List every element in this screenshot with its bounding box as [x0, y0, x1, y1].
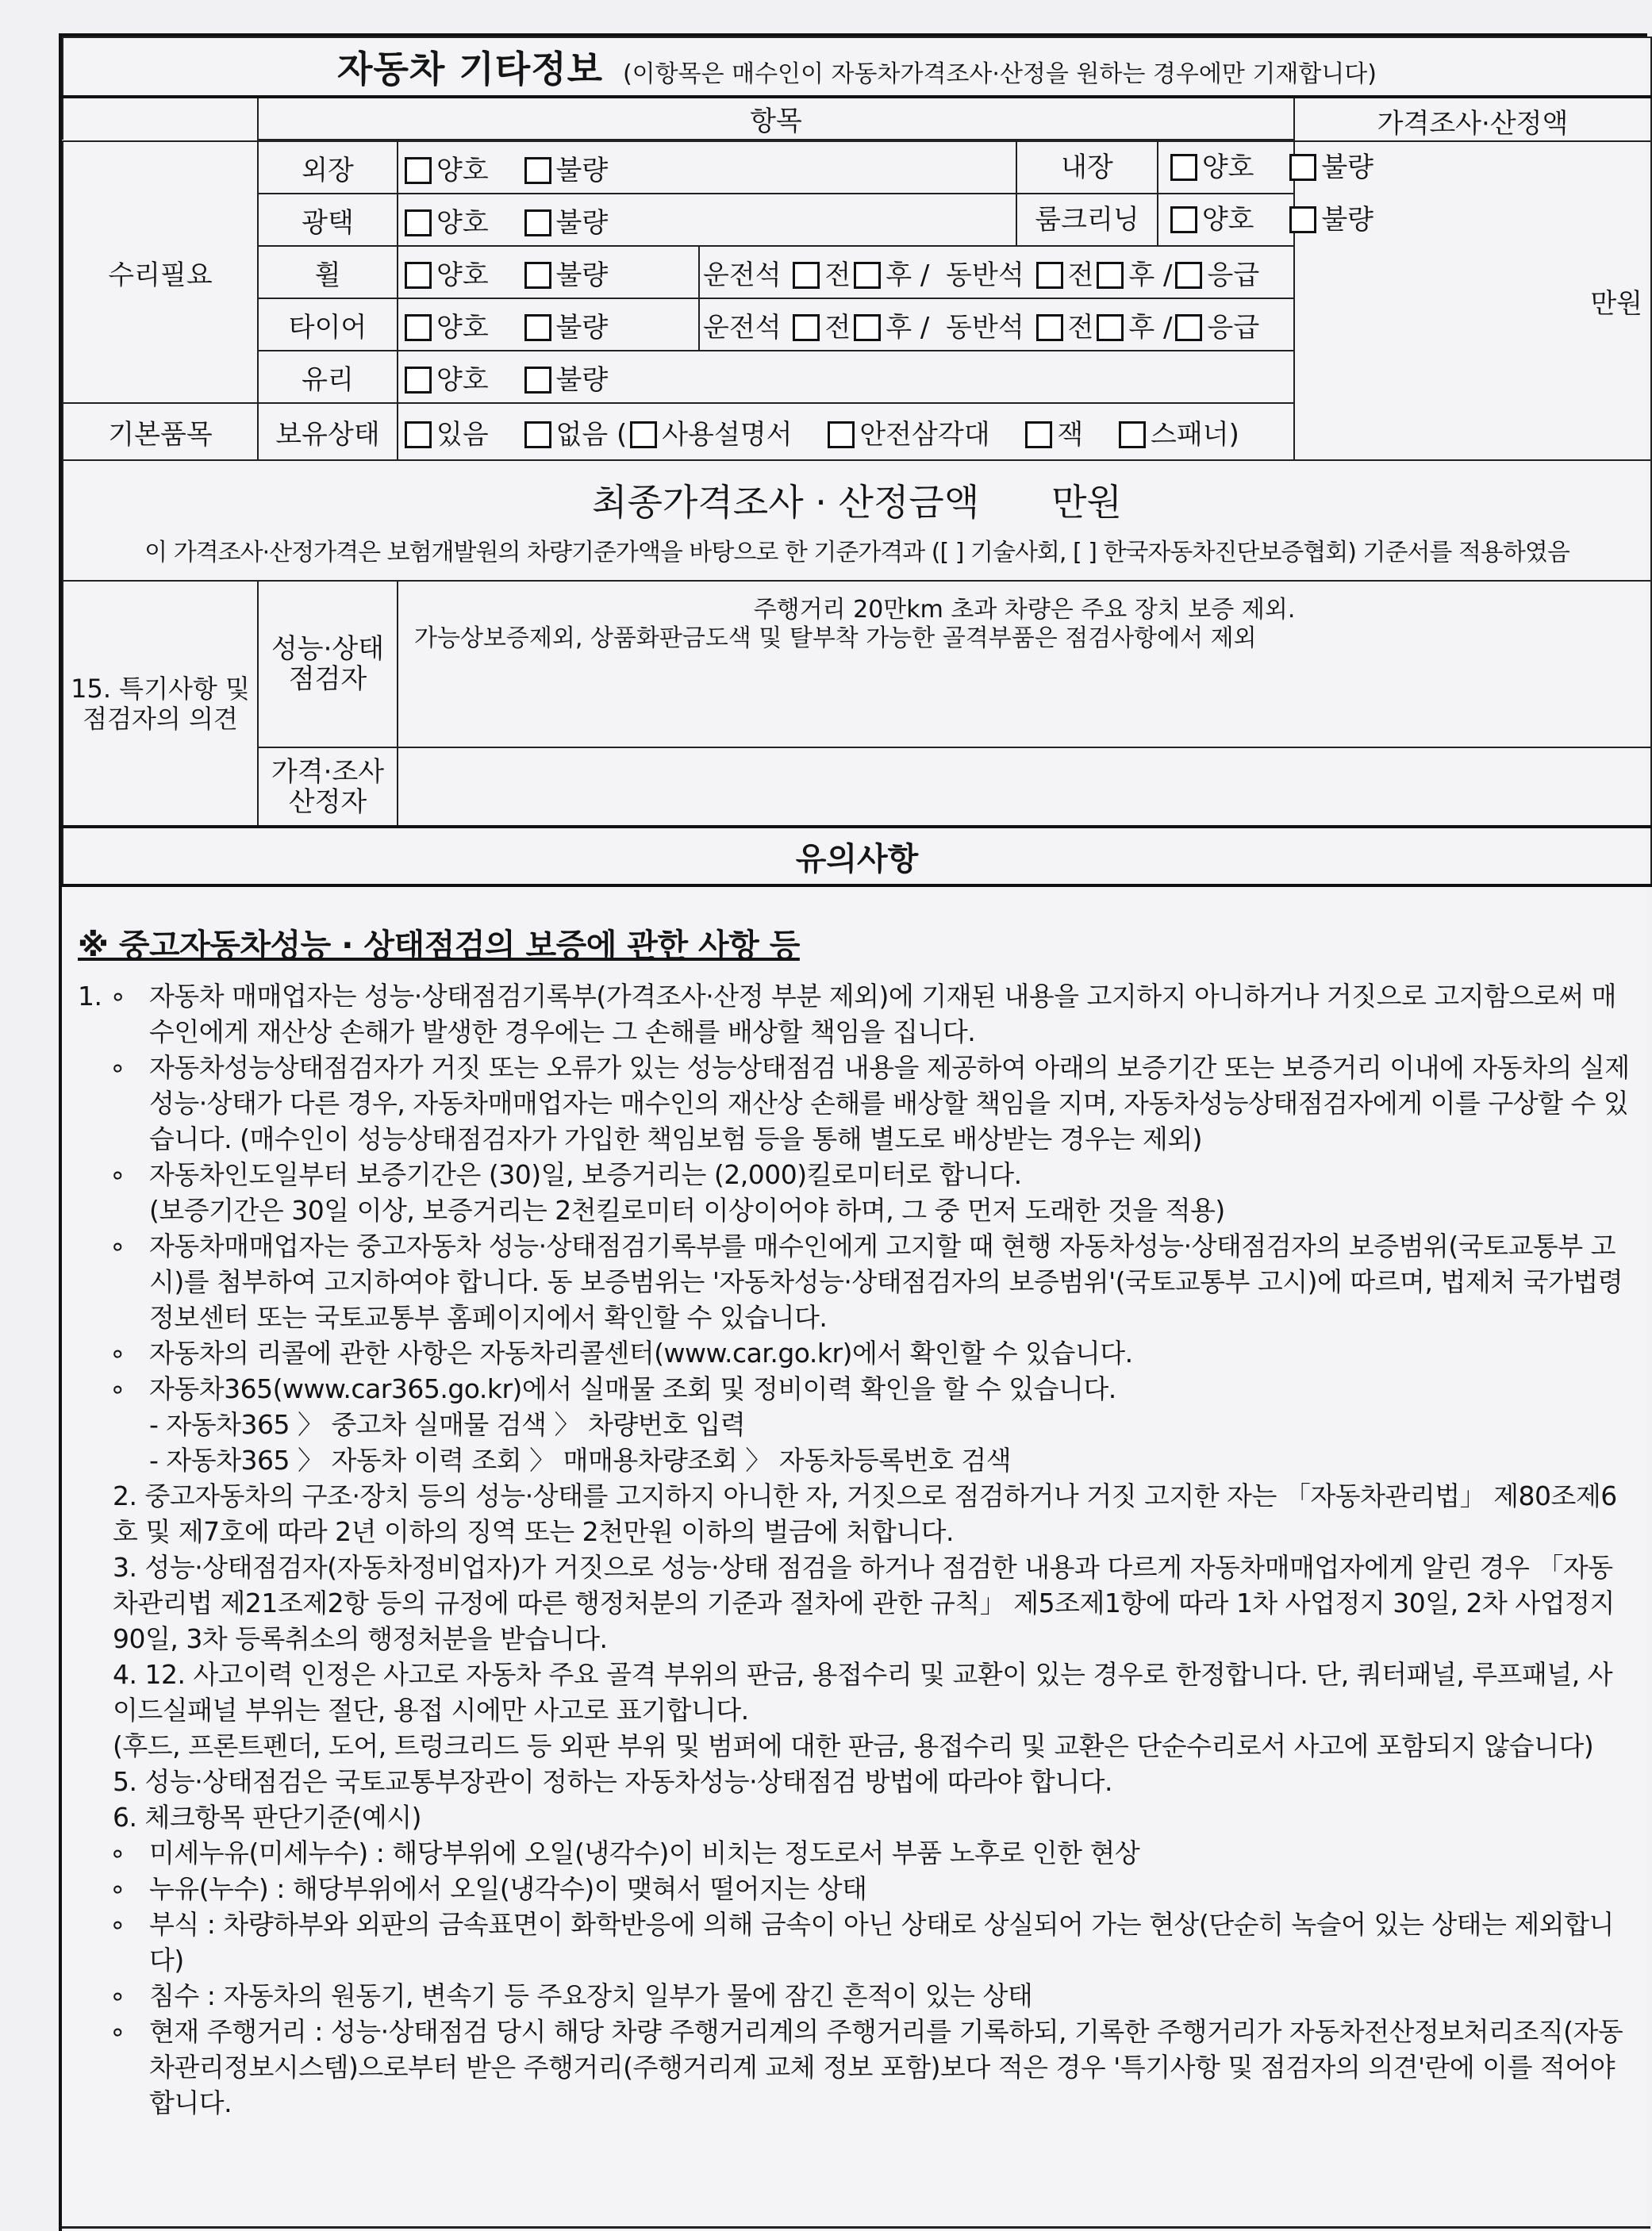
checkbox[interactable]	[1036, 262, 1063, 289]
checkbox[interactable]	[630, 421, 657, 448]
notice-item: ∘ 부식 : 차량하부와 외판의 금속표면이 화학반응에 의해 금속이 아닌 상태로 상실되어 가는 현상(단순히 녹슬어 있는 상태는 제외합니다)	[109, 1909, 1614, 1976]
repair-row-label: 타이어	[258, 298, 398, 351]
repair-options: 양호 불량	[398, 141, 1016, 194]
checkbox[interactable]	[1119, 421, 1146, 448]
notice-item: ∘ 자동차성능상태점검자가 거짓 또는 오류가 있는 성능상태점검 내용을 제공하여 아래의 보증기간 또는 보증거리 이내에 자동차의 실제 성능·상태가 다른 경우, 자동차매매업자는 매수인의 재산상 손해를 배상할 책임을 지며, 자동차성능상태점검자에게 이를 구상할 수 있습니다. (매수인이 성능상태점검자가 가입한 책임보험 등을 통해 별도로 배상받는 경우는 제외)	[109, 1052, 1630, 1154]
notice-subitem: - 자동차365 〉 자동차 이력 조회 〉 매매용차량조회 〉 자동차등록번호 검색	[149, 1445, 1012, 1476]
final-price-row	[63, 460, 1651, 581]
assessor-label: 가격·조사 산정자	[258, 747, 398, 827]
checkbox[interactable]	[1036, 314, 1063, 341]
repair-options: 양호 불량	[398, 298, 699, 351]
checkbox[interactable]	[524, 421, 551, 448]
basic-items-label: 기본품목	[63, 403, 258, 460]
repair-options: 양호 불량	[398, 194, 1016, 246]
repair-row-label: 광택	[258, 194, 398, 246]
inspection-form-sheet	[59, 33, 1647, 2231]
special-notes-label: 15. 특기사항 및 점검자의 의견	[63, 581, 258, 827]
notice-item: 6. 체크항목 판단기준(예시)	[113, 1802, 421, 1833]
checkbox[interactable]	[793, 314, 820, 341]
inspector-opinion[interactable]: 주행거리 20만km 초과 차량은 주요 장치 보증 제외. 가능상보증제외, 상품화판금도색 및 탈부착 가능한 골격부품은 점검사항에서 제외	[398, 581, 1651, 747]
notice-item: ∘ 미세누유(미세누수) : 해당부위에 오일(냉각수)이 비치는 정도로서 부품 노후로 인한 현상	[109, 1837, 1140, 1868]
notice-item: ∘ 침수 : 자동차의 원동기, 변속기 등 주요장치 일부가 물에 잠긴 흔적이 있는 상태	[109, 1980, 1033, 2011]
checkbox[interactable]	[1170, 206, 1197, 233]
repair-options: 양호 불량	[398, 351, 1294, 403]
checkbox[interactable]	[1175, 262, 1202, 289]
notice-item: 2. 중고자동차의 구조·장치 등의 성능·상태를 고지하지 아니한 자, 거짓으로 점검하거나 거짓 고지한 자는 「자동차관리법」 제80조제6호 및 제7호에 따라 2년 이하의 징역 또는 2천만원 이하의 벌금에 처합니다.	[113, 1480, 1617, 1547]
notice-item: ∘ 누유(누수) : 해당부위에서 오일(냉각수)이 맺혀서 떨어지는 상태	[109, 1873, 867, 1904]
checkbox[interactable]	[524, 314, 551, 341]
notice-item: 5. 성능·상태점검은 국토교통부장관이 정하는 자동차성능·상태점검 방법에 따라야 합니다.	[113, 1766, 1112, 1797]
assessor-opinion[interactable]	[398, 747, 1651, 827]
checkbox[interactable]	[1025, 421, 1052, 448]
notice-item: ∘ 자동차매매업자는 중고자동차 성능·상태점검기록부를 매수인에게 고지할 때 현행 자동차성능·상태점검자의 보증범위(국토교통부 고시)를 첨부하여 고지하여야 합니다. 동 보증범위는 '자동차성능·상태점검자의 보증범위'(국토교통부 고시)에 따르며, 법제처 국가법령정보센터 또는 국토교통부 홈페이지에서 확인할 수 있습니다.	[109, 1231, 1623, 1333]
basic-items-sub: 보유상태	[258, 403, 398, 460]
checkbox[interactable]	[524, 157, 551, 184]
final-price-label: 최종가격조사 · 산정금액	[592, 481, 980, 524]
notice-item: 4. 12. 사고이력 인정은 사고로 자동차 주요 골격 부위의 판금, 용접수리 및 교환이 있는 경우로 한정합니다. 단, 쿼터패널, 루프패널, 사이드실패널 부위는 절단, 용접 시에만 사고로 표기합니다. (후드, 프론트펜더, 도어, 트렁크리드 등 외판 부위 및 범퍼에 대한 판금, 용접수리 및 교환은 단순수리로서 사고에 포함되지 않습니다)	[113, 1659, 1613, 1761]
checkbox[interactable]	[405, 157, 432, 184]
checkbox[interactable]	[1170, 154, 1197, 181]
checkbox[interactable]	[854, 314, 881, 341]
checkbox[interactable]	[1175, 314, 1202, 341]
checkbox[interactable]	[1289, 154, 1316, 181]
item-column-header: 항목	[258, 97, 1294, 140]
checkbox[interactable]	[1097, 314, 1124, 341]
repair-label: 수리필요	[63, 141, 258, 403]
checkbox[interactable]	[405, 367, 432, 394]
vehicle-other-info-table	[62, 36, 1652, 887]
seat-options: 운전석 전 후 / 동반석 전 후 / 응급	[699, 298, 1294, 351]
checkbox[interactable]	[405, 262, 432, 289]
price-unit: 만원	[1294, 141, 1651, 460]
checkbox[interactable]	[524, 262, 551, 289]
notice-section-heading: ※ 중고자동차성능 · 상태점검의 보증에 관한 사항 등	[78, 927, 800, 964]
final-price-note: 이 가격조사·산정가격은 보험개발원의 차량기준가액을 바탕으로 한 기준가격과 ([ ] 기술사회, [ ] 한국자동차진단보증협회) 기준서를 적용하였음	[144, 539, 1569, 566]
checkbox[interactable]	[828, 421, 855, 448]
section-header	[63, 37, 1651, 97]
inspector-label: 성능·상태 점검자	[258, 581, 398, 747]
notice-item: ∘ 현재 주행거리 : 성능·상태점검 당시 해당 차량 주행거리계의 주행거리를 기록하되, 기록한 주행거리가 자동차전산정보처리조직(자동차관리정보시스템)으로부터 받은 주행거리(주행거리계 교체 정보 포함)보다 적은 경우 '특기사항 및 점검자의 의견'란에 이를 적어야 합니다.	[109, 2016, 1623, 2118]
section-note: (이항목은 매수인이 자동차가격조사·산정을 원하는 경우에만 기재합니다)	[622, 60, 1377, 88]
basic-items-options: 있음 없음 ( 사용설명서 안전삼각대 잭 스패너)	[398, 403, 1294, 460]
section-title: 자동차 기타정보	[337, 48, 604, 90]
checkbox[interactable]	[793, 262, 820, 289]
seat-options: 운전석 전 후 / 동반석 전 후 / 응급	[699, 246, 1294, 298]
interior-block: 내장 양호 불량 룸크리닝 양호 불량	[1016, 141, 1294, 246]
notice-body	[78, 917, 1633, 2121]
checkbox[interactable]	[405, 421, 432, 448]
notice-item: ∘ 자동차의 리콜에 관한 사항은 자동차리콜센터(www.car.go.kr)에서 확인할 수 있습니다.	[109, 1338, 1133, 1369]
notice-item: 1. ∘ 자동차 매매업자는 성능·상태점검기록부(가격조사·산정 부분 제외)에 기재된 내용을 고지하지 아니하거나 거짓으로 고지함으로써 매수인에게 재산상 손해가 발생한 경우에는 그 손해를 배상할 책임을 집니다.	[78, 981, 1617, 1047]
notice-item: 3. 성능·상태점검자(자동차정비업자)가 거짓으로 성능·상태 점검을 하거나 점검한 내용과 다르게 자동차매매업자에게 알린 경우 「자동차관리법 제21조제2항 등의 규정에 따른 행정처분의 기준과 절차에 관한 규칙」 제5조제1항에 따라 1차 사업정지 30일, 2차 사업정지 90일, 3차 등록취소의 행정처분을 받습니다.	[113, 1552, 1615, 1654]
repair-row-label: 유리	[258, 351, 398, 403]
repair-options: 양호 불량	[398, 246, 699, 298]
final-price-unit: 만원	[1051, 481, 1122, 524]
notice-item: ∘ 자동차365(www.car365.go.kr)에서 실매물 조회 및 정비이력 확인을 할 수 있습니다.	[109, 1373, 1116, 1404]
repair-row-label: 외장	[258, 141, 398, 194]
checkbox[interactable]	[1097, 262, 1124, 289]
checkbox[interactable]	[405, 209, 432, 236]
checkbox[interactable]	[854, 262, 881, 289]
notice-subitem: - 자동차365 〉 중고차 실매물 검색 〉 차량번호 입력	[149, 1409, 746, 1440]
repair-row-label: 휠	[258, 246, 398, 298]
price-column-header: 가격조사·산정액	[1294, 97, 1651, 141]
notice-item: ∘ 자동차인도일부터 보증기간은 (30)일, 보증거리는 (2,000)킬로미터로 합니다. (보증기간은 30일 이상, 보증거리는 2천킬로미터 이상이어야 하며, 그 중 먼저 도래한 것을 적용)	[109, 1159, 1225, 1226]
checkbox[interactable]	[524, 209, 551, 236]
checkbox[interactable]	[405, 314, 432, 341]
bottom-divider	[62, 2226, 1650, 2229]
notice-title: 유의사항	[63, 827, 1651, 885]
checkbox[interactable]	[524, 367, 551, 394]
checkbox[interactable]	[1289, 206, 1316, 233]
